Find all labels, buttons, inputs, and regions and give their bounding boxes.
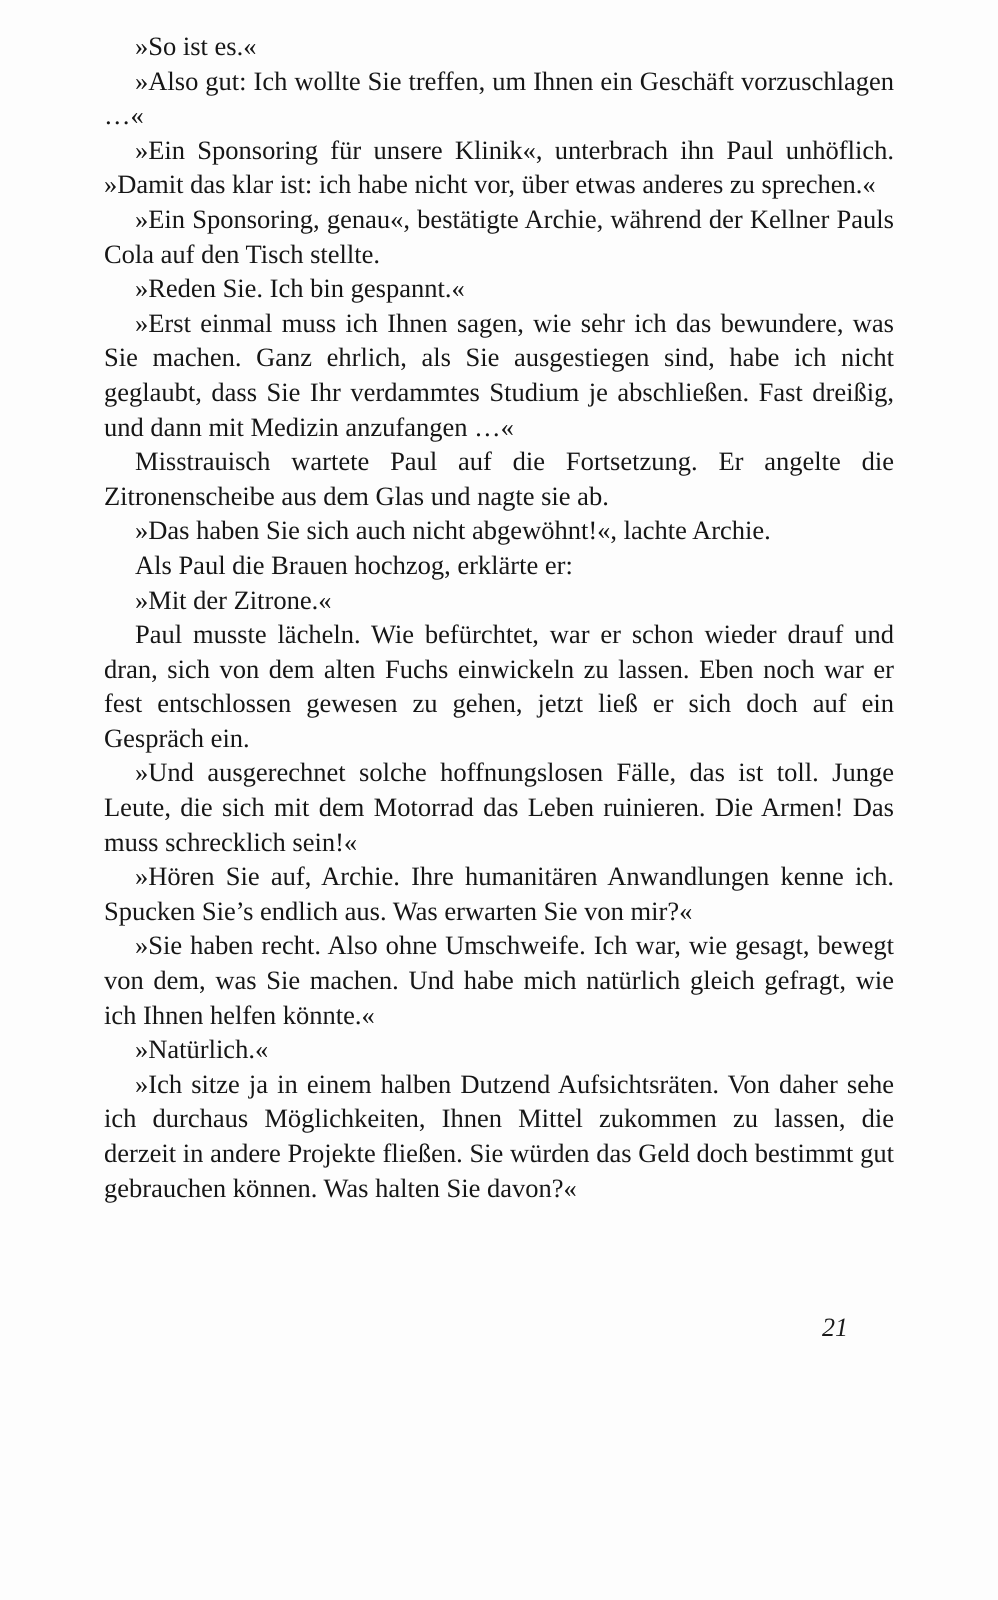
paragraph: »Ein Sponsoring für unsere Klinik«, unterbrach ihn Paul unhöflich. »Damit das klar ist: ich habe nicht vor, über etwas anderes zu sprechen.« [104, 134, 894, 200]
paragraph: »Mit der Zitrone.« [135, 584, 332, 615]
paragraph: »Das haben Sie sich auch nicht abgewöhnt!«, lachte Archie. [135, 515, 771, 546]
paragraph: »Ein Sponsoring, genau«, bestätigte Archie, während der Kellner Pauls Cola auf den Tisch stellte. [104, 203, 894, 269]
paragraph: Als Paul die Brauen hochzog, erklärte er: [135, 549, 573, 580]
paragraph: Misstrauisch wartete Paul auf die Fortsetzung. Er angelte die Zitronenscheibe aus dem Glas und nagte sie ab. [104, 446, 894, 511]
text-column [104, 29, 894, 1205]
paragraph: »Sie haben recht. Also ohne Umschweife. Ich war, wie gesagt, bewegt von dem, was Sie machen. Und habe mich natürlich gleich gefragt, wie ich Ihnen helfen könnte.« [104, 930, 894, 1030]
paragraph: »Hören Sie auf, Archie. Ihre humanitären Anwandlungen kenne ich. Spucken Sie’s endlich aus. Was erwarten Sie von mir?« [104, 861, 894, 926]
paragraph: Paul musste lächeln. Wie befürchtet, war er schon wieder drauf und dran, sich von dem alten Fuchs einwickeln zu lassen. Eben noch war er fest entschlossen gewesen zu gehen, jetzt ließ er sich doch auf ein Gespräch ein. [104, 619, 894, 753]
paragraph: »Ich sitze ja in einem halben Dutzend Aufsichtsräten. Von daher sehe ich durchaus Möglichkeiten, Ihnen Mittel zukommen zu lassen, die derzeit in andere Projekte fließen. Sie würden das Geld doch bestimmt gut gebrauchen können. Was halten Sie davon?« [104, 1068, 894, 1203]
paragraph: »So ist es.« [135, 31, 257, 61]
page-number: 21 [822, 1313, 848, 1342]
paragraph: »Und ausgerechnet solche hoffnungslosen Fälle, das ist toll. Junge Leute, die sich mit dem Motorrad das Leben ruinieren. Die Armen! Das muss schrecklich sein!« [104, 757, 894, 857]
paragraph: »Reden Sie. Ich bin gespannt.« [135, 273, 465, 304]
paragraph: »Erst einmal muss ich Ihnen sagen, wie sehr ich das bewundere, was Sie machen. Ganz ehrlich, als Sie ausgestiegen sind, habe ich nicht geglaubt, dass Sie Ihr verdammtes Studium je abschließen. Fast dreißig, und dann mit Medizin anzufangen …« [104, 307, 894, 442]
paragraph: »Natürlich.« [135, 1034, 269, 1065]
paragraph: »Also gut: Ich wollte Sie treffen, um Ihnen ein Geschäft vorzuschlagen …« [104, 65, 894, 131]
